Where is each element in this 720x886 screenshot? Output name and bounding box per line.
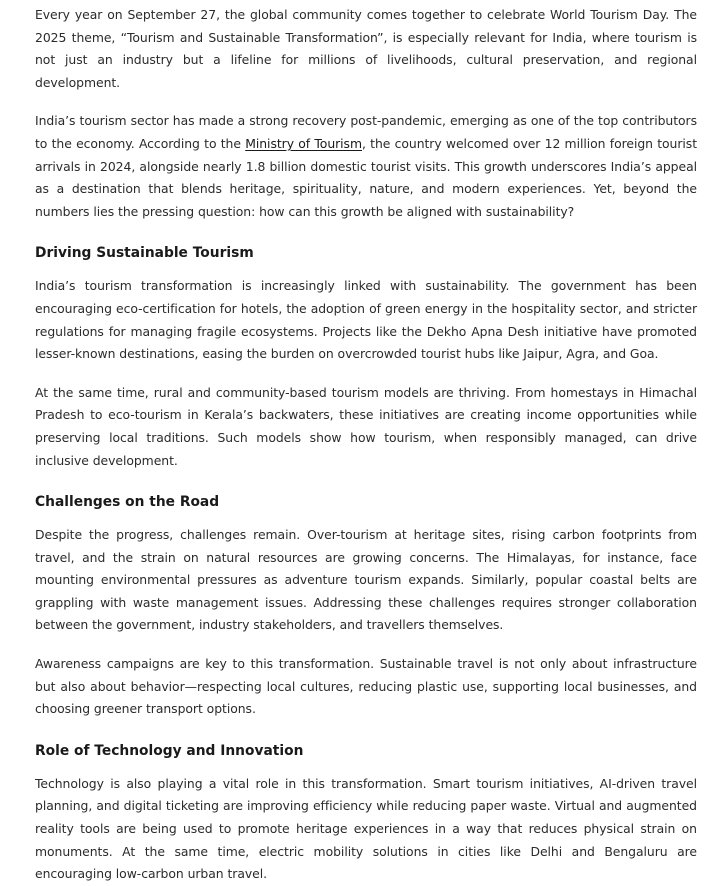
- challenges-paragraph-1: Despite the progress, challenges remain. Over-tourism at heritage sites, rising carbon footprints from travel, and the strain on natural resources are growing concerns. The Himalayas, for instance, face mounting environmental pressures as adventure tourism expands. Similarly, popular coastal belts are grappling with waste management issues. Addressing these challenges requires stronger collaboration between the government, industry stakeholders, and travellers themselves.: [35, 527, 697, 633]
- intro-paragraph-2-text-end: , the country welcomed over 12 million foreign tourist arrivals in 2024, alongside nearly 1.8 billion domestic tourist visits. This growth underscores India’s appeal as a destination that blends heritage, spirituality, nature, and modern experiences. Yet, beyond the numbers lies the pressing question: how can this growth be aligned with sustainability?: [35, 135, 698, 219]
- intro-paragraph-2: [35, 110, 697, 223]
- sustainable-tourism-paragraph-1: India’s tourism transformation is increasingly linked with sustainability. The government has been encouraging eco-certification for hotels, the adoption of green energy in the hospitality sector, and stricter regulations for managing fragile ecosystems. Projects like the Dekho Apna Desh initiative have promoted lesser-known destinations, easing the burden on overcrowded tourist hubs like Jaipur, Agra, and Goa.: [35, 278, 697, 362]
- intro-paragraph-2-text-start: India’s tourism sector has made a strong recovery post-pandemic, emerging as one of the top contributors to the economy. According to the: [35, 113, 697, 151]
- section-heading-sustainable-tourism: Driving Sustainable Tourism: [35, 245, 254, 262]
- challenges-paragraph-2: Awareness campaigns are key to this transformation. Sustainable travel is not only about infrastructure but also about behavior—respecting local cultures, reducing plastic use, supporting local businesses, and choosing greener transport options.: [35, 656, 697, 717]
- ministry-of-tourism-link[interactable]: Ministry of Tourism: [245, 135, 362, 151]
- sustainable-tourism-paragraph-2: At the same time, rural and community-based tourism models are thriving. From homestays in Himachal Pradesh to eco-tourism in Kerala’s backwaters, these initiatives are creating income opportunities while preserving local traditions. Such models show how tourism, when responsibly managed, can drive inclusive development.: [35, 384, 697, 468]
- section-heading-challenges: Challenges on the Road: [35, 494, 220, 511]
- section-heading-technology: Role of Technology and Innovation: [35, 742, 304, 759]
- intro-paragraph-1: Every year on September 27, the global community comes together to celebrate World Tourism Day. The 2025 theme, “Tourism and Sustainable Transformation”, is especially relevant for India, where tourism is not just an industry but a lifeline for millions of livelihoods, cultural preservation, and regional development.: [35, 7, 697, 90]
- technology-paragraph-1: Technology is also playing a vital role in this transformation. Smart tourism initiatives, AI-driven travel planning, and digital ticketing are improving efficiency while reducing paper waste. Virtual and augmented reality tools are being used to promote heritage experiences in a way that reduces physical strain on monuments. At the same time, electric mobility solutions in cities like Delhi and Bengaluru are encouraging low-carbon urban travel.: [35, 775, 697, 882]
